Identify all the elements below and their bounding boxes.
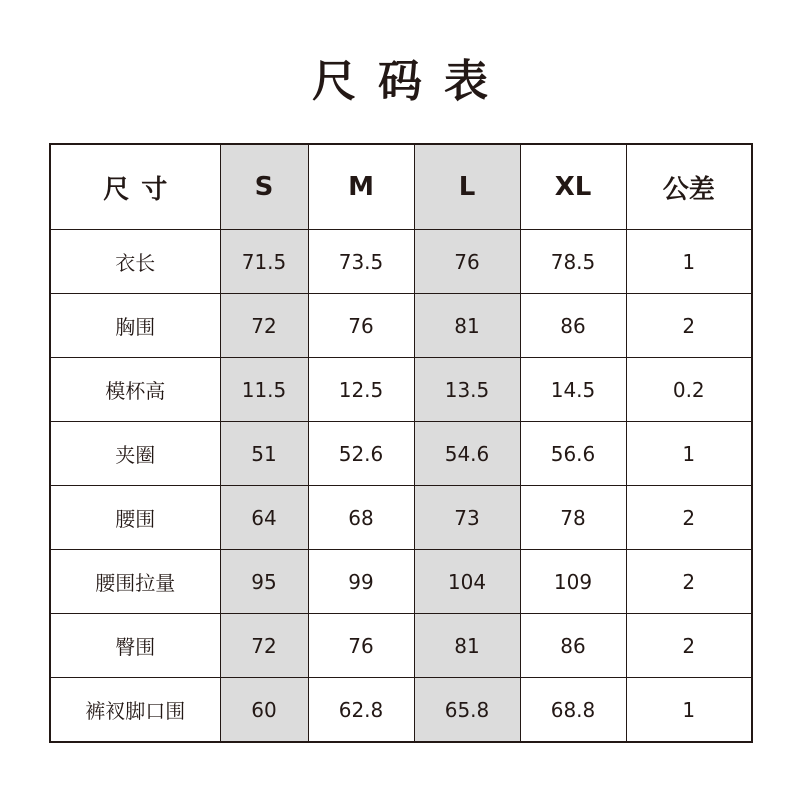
header-m: M — [308, 144, 414, 230]
table-row — [50, 230, 752, 294]
row-label: 腰围 — [50, 486, 220, 550]
cell-xl: 78.5 — [520, 230, 626, 294]
cell-s: 95 — [220, 550, 308, 614]
cell-l: 81 — [414, 614, 520, 678]
cell-l: 73 — [414, 486, 520, 550]
cell-tolerance: 1 — [626, 230, 752, 294]
row-label: 裤衩脚口围 — [50, 678, 220, 743]
cell-s: 51 — [220, 422, 308, 486]
table-header-row — [50, 144, 752, 230]
cell-s: 72 — [220, 614, 308, 678]
size-chart-table — [49, 143, 753, 743]
cell-m: 52.6 — [308, 422, 414, 486]
cell-xl: 78 — [520, 486, 626, 550]
page-title: 尺码表 — [312, 56, 510, 107]
cell-s: 11.5 — [220, 358, 308, 422]
cell-l: 104 — [414, 550, 520, 614]
cell-s: 72 — [220, 294, 308, 358]
row-label: 衣长 — [50, 230, 220, 294]
cell-m: 99 — [308, 550, 414, 614]
cell-xl: 68.8 — [520, 678, 626, 743]
table-row — [50, 358, 752, 422]
cell-m: 73.5 — [308, 230, 414, 294]
table-row — [50, 422, 752, 486]
cell-tolerance: 1 — [626, 678, 752, 743]
cell-l: 54.6 — [414, 422, 520, 486]
cell-s: 71.5 — [220, 230, 308, 294]
header-xl: XL — [520, 144, 626, 230]
header-size-label: 尺寸 — [50, 144, 220, 230]
cell-s: 60 — [220, 678, 308, 743]
row-label: 胸围 — [50, 294, 220, 358]
row-label: 夹圈 — [50, 422, 220, 486]
cell-m: 62.8 — [308, 678, 414, 743]
table-row — [50, 614, 752, 678]
cell-tolerance: 1 — [626, 422, 752, 486]
header-tolerance: 公差 — [626, 144, 752, 230]
row-label: 腰围拉量 — [50, 550, 220, 614]
cell-tolerance: 0.2 — [626, 358, 752, 422]
cell-tolerance: 2 — [626, 614, 752, 678]
cell-l: 81 — [414, 294, 520, 358]
header-s: S — [220, 144, 308, 230]
cell-xl: 86 — [520, 294, 626, 358]
cell-l: 65.8 — [414, 678, 520, 743]
cell-xl: 56.6 — [520, 422, 626, 486]
cell-m: 76 — [308, 614, 414, 678]
cell-l: 76 — [414, 230, 520, 294]
cell-m: 76 — [308, 294, 414, 358]
cell-l: 13.5 — [414, 358, 520, 422]
cell-tolerance: 2 — [626, 550, 752, 614]
table-row — [50, 294, 752, 358]
row-label: 模杯高 — [50, 358, 220, 422]
cell-xl: 14.5 — [520, 358, 626, 422]
table-row — [50, 550, 752, 614]
row-label: 臀围 — [50, 614, 220, 678]
cell-tolerance: 2 — [626, 294, 752, 358]
cell-xl: 109 — [520, 550, 626, 614]
header-l: L — [414, 144, 520, 230]
cell-s: 64 — [220, 486, 308, 550]
cell-xl: 86 — [520, 614, 626, 678]
cell-m: 12.5 — [308, 358, 414, 422]
cell-tolerance: 2 — [626, 486, 752, 550]
table-row — [50, 678, 752, 743]
cell-m: 68 — [308, 486, 414, 550]
table-row — [50, 486, 752, 550]
